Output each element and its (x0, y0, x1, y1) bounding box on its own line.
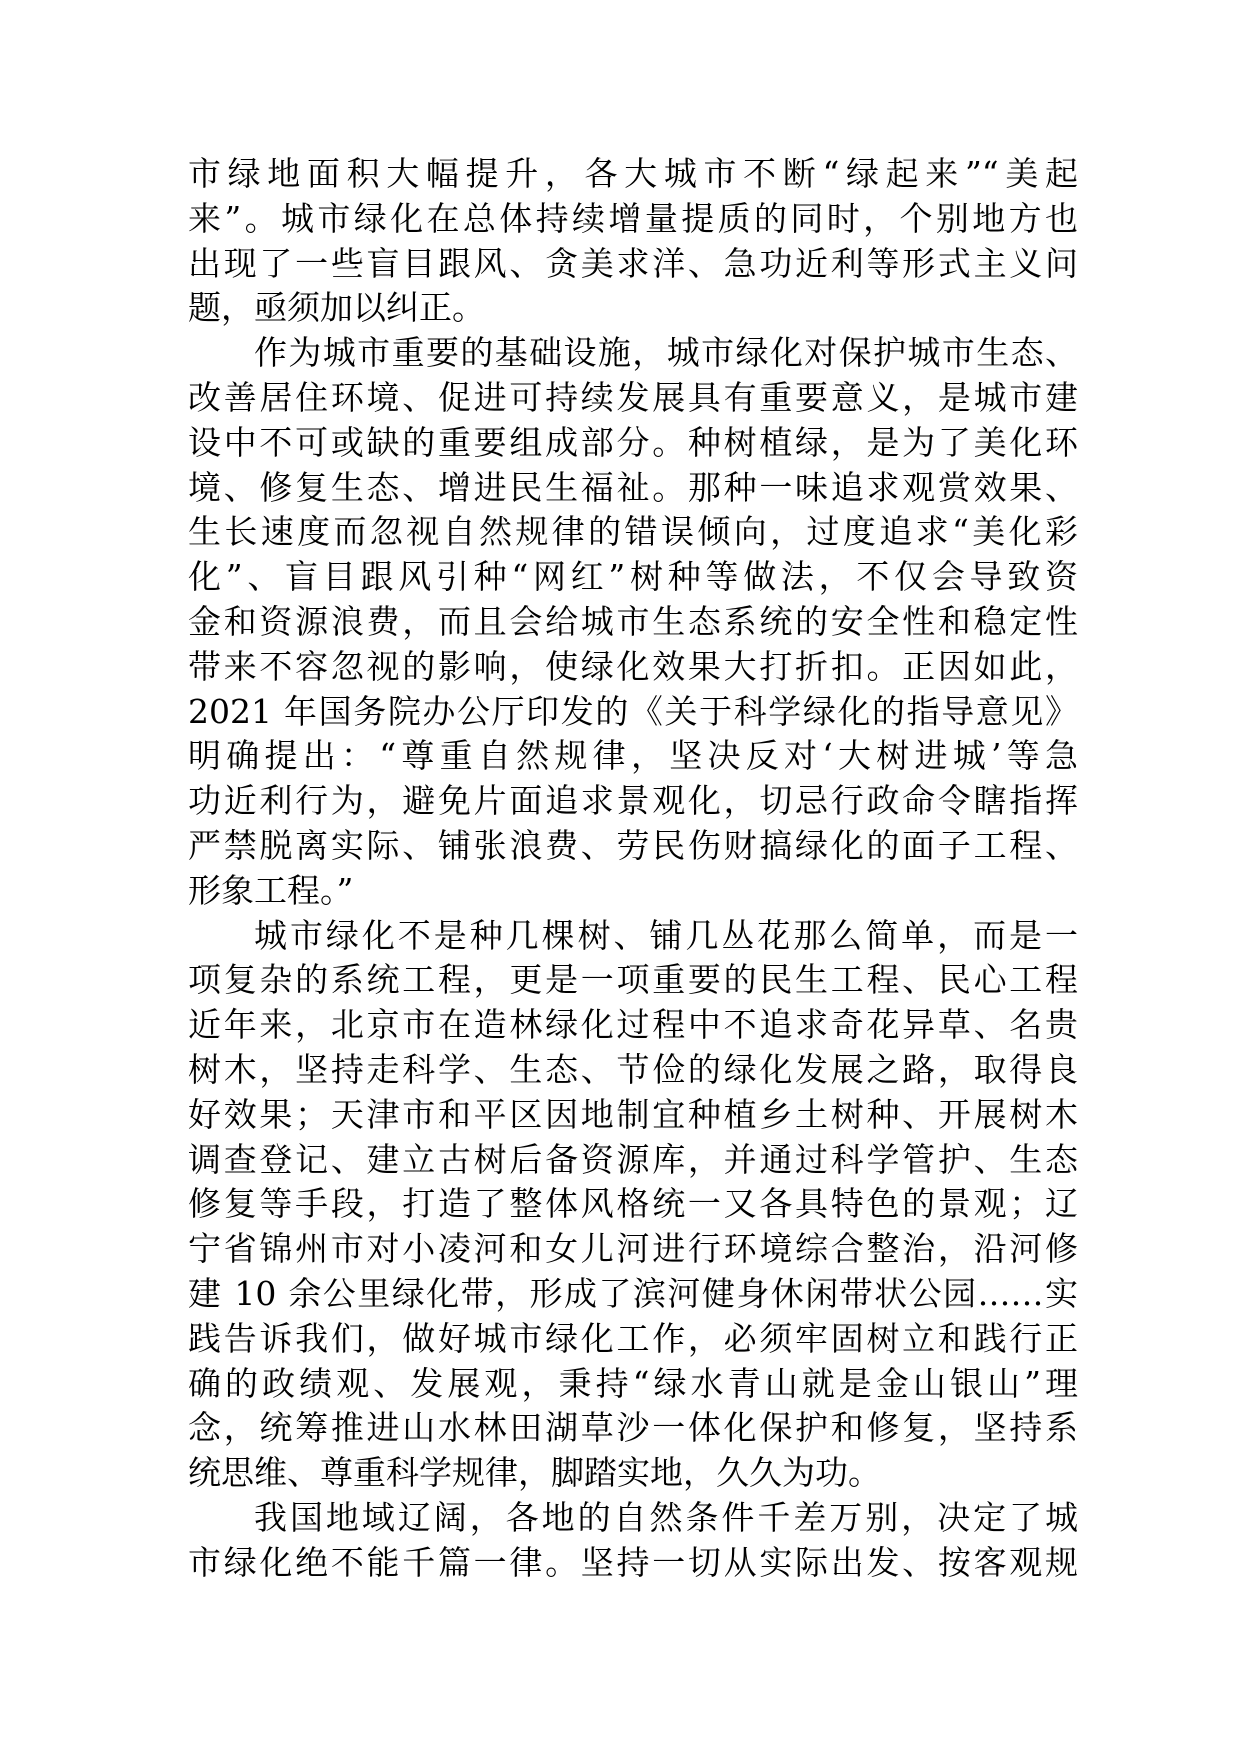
text-line: 树木，坚持走科学、生态、节俭的绿化发展之路，取得良 (188, 1049, 1078, 1089)
text-line: 2021 年国务院办公厅印发的《关于科学绿化的指导意见》 (188, 691, 1078, 731)
text-line: 设中不可或缺的重要组成部分。种树植绿，是为了美化环 (188, 422, 1078, 462)
text-line: 严禁脱离实际、铺张浪费、劳民伤财搞绿化的面子工程、 (188, 825, 1078, 865)
text-line: 形象工程。” (188, 870, 354, 910)
text-line: 我国地域辽阔，各地的自然条件千差万别，决定了城 (254, 1497, 1078, 1537)
text-line: 作为城市重要的基础设施，城市绿化对保护城市生态、 (254, 333, 1078, 373)
text-line: 出现了一些盲目跟风、贪美求洋、急功近利等形式主义问 (188, 243, 1078, 283)
text-line: 好效果；天津市和平区因地制宜种植乡土树种、开展树木 (188, 1094, 1078, 1134)
text-line: 近年来，北京市在造林绿化过程中不追求奇花异草、名贵 (188, 1005, 1078, 1045)
text-line: 境、修复生态、增进民生福祉。那种一味追求观赏效果、 (188, 467, 1078, 507)
text-line: 生长速度而忽视自然规律的错误倾向，过度追求“美化彩 (188, 512, 1078, 552)
text-line: 建 10 余公里绿化带，形成了滨河健身休闲带状公园……实 (188, 1273, 1078, 1313)
text-line: 城市绿化不是种几棵树、铺几丛花那么简单，而是一 (254, 915, 1078, 955)
text-line: 化”、盲目跟风引种“网红”树种等做法，不仅会导致资 (188, 557, 1078, 597)
text-line: 确的政绩观、发展观，秉持“绿水青山就是金山银山”理 (188, 1363, 1078, 1403)
text-line: 项复杂的系统工程，更是一项重要的民生工程、民心工程 (188, 960, 1078, 1000)
text-line: 市绿化绝不能千篇一律。坚持一切从实际出发、按客观规 (188, 1542, 1078, 1582)
text-line: 带来不容忽视的影响，使绿化效果大打折扣。正因如此， (188, 646, 1078, 686)
text-line: 功近利行为，避免片面追求景观化，切忌行政命令瞎指挥 (188, 781, 1078, 821)
text-line: 统思维、尊重科学规律，脚踏实地，久久为功。 (188, 1453, 881, 1493)
body-text (188, 152, 1078, 1586)
text-line: 践告诉我们，做好城市绿化工作，必须牢固树立和践行正 (188, 1318, 1078, 1358)
text-line: 金和资源浪费，而且会给城市生态系统的安全性和稳定性 (188, 601, 1078, 641)
text-line: 念，统筹推进山水林田湖草沙一体化保护和修复，坚持系 (188, 1408, 1078, 1448)
paragraph (188, 1496, 1078, 1586)
text-line: 明确提出：“尊重自然规律，坚决反对‘大树进城’等急 (188, 736, 1078, 776)
text-line: 来”。城市绿化在总体持续增量提质的同时，个别地方也 (188, 198, 1078, 238)
paragraph (188, 331, 1078, 913)
paragraph (188, 914, 1078, 1496)
text-line: 题，亟须加以纠正。 (188, 288, 485, 328)
paragraph (188, 152, 1078, 331)
text-line: 改善居住环境、促进可持续发展具有重要意义，是城市建 (188, 377, 1078, 417)
text-line: 修复等手段，打造了整体风格统一又各具特色的景观；辽 (188, 1184, 1078, 1224)
text-line: 宁省锦州市对小凌河和女儿河进行环境综合整治，沿河修 (188, 1229, 1078, 1269)
text-line: 调查登记、建立古树后备资源库，并通过科学管护、生态 (188, 1139, 1078, 1179)
text-line: 市绿地面积大幅提升，各大城市不断“绿起来”“美起 (188, 154, 1078, 193)
